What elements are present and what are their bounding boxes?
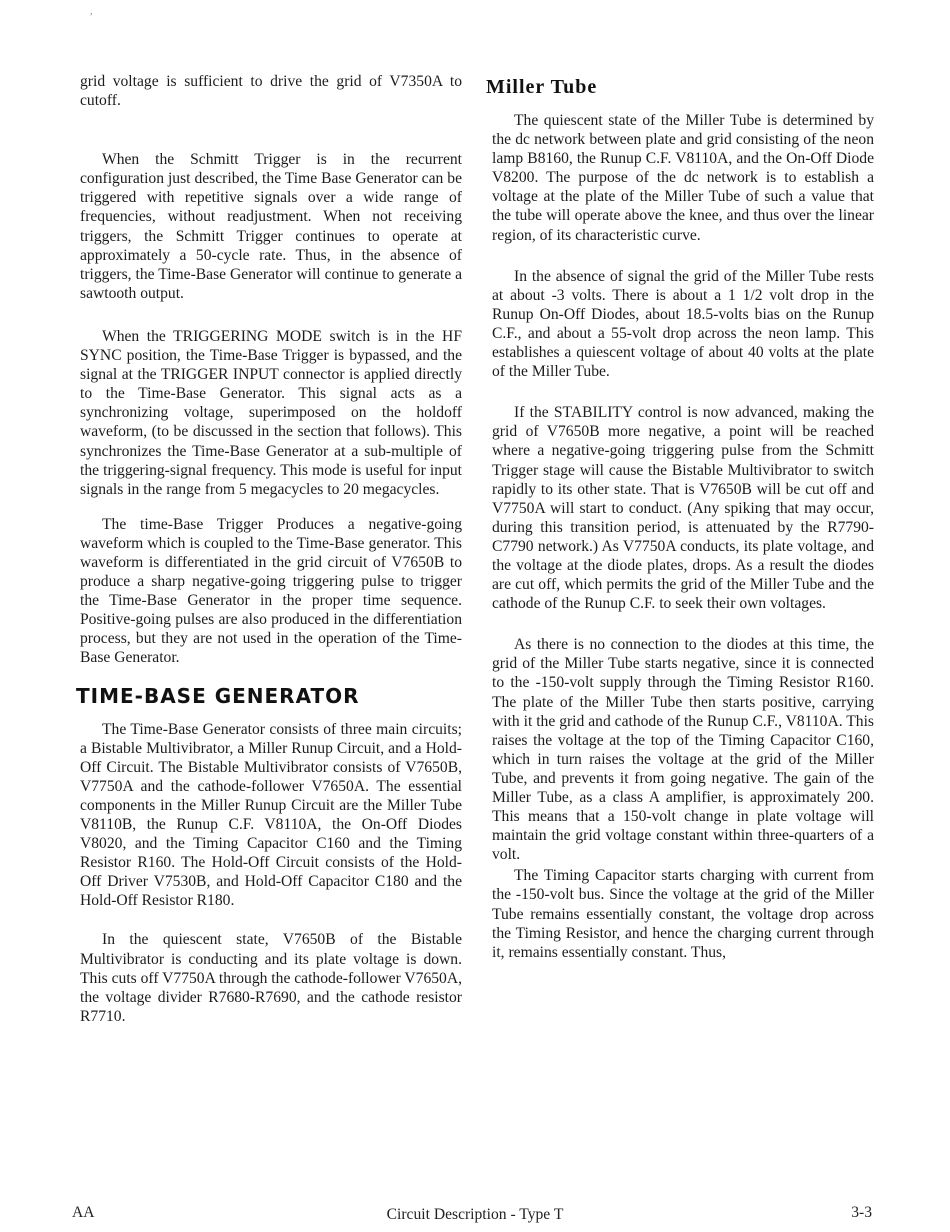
paragraph: The time-Base Trigger Produces a negative-going waveform which is coupled to the Time-Base generator. This waveform is differentiated in the grid circuit of V7650B to produce a sharp negative-going triggering pulse to trigger the Time-Base Generator in the proper time sequence. Positive-going pulses are also produced in the differentiation process, but they are not used in the operation of the Time-Base Generator. xyxy=(80,515,462,667)
right-column xyxy=(486,76,874,978)
paragraph: In the quiescent state, V7650B of the Bistable Multivibrator is conducting and its plate voltage is down. This cuts off V7750A through the cathode-follower V7650A, the voltage divider R7680-R7690, and the cathode resistor R7710. xyxy=(80,931,462,1025)
paragraph: The Timing Capacitor starts charging with current from the -150-volt bus. Since the voltage at the grid of the Miller Tube remains essentially constant, the voltage drop across the Timing Resistor, and hence the charging current through it, remains essentially constant. Thus, xyxy=(492,867,874,961)
paragraph: If the STABILITY control is now advanced, making the grid of V7650B more negative, a point will be reached where a negative-going triggering pulse from the Schmitt Trigger stage will cause the Bistable Multivibrator to switch rapidly to its other state. That is V7650B will be cut off and V7750A will start to conduct. (Any spiking that may occur, during this transition period, is attenuated by the R7790-C7790 network.) As V7750A conducts, its plate voltage, and the voltage at the diode plates, drops. As a result the diodes are cut off, which permits the grid of the Miller Tube and the cathode of the Runup C.F. to seek their own voltages. xyxy=(492,404,874,613)
footer-code: AA xyxy=(72,1204,95,1221)
paragraph: In the absence of signal the grid of the Miller Tube rests at about -3 volts. There is about a 1 1/2 volt drop in the Runup On-Off Diodes, about 18.5-volts bias on the Runup C.F., and about a 55-volt drop across the neon lamp. This establishes a quiescent voltage of about 40 volts at the plate of the Miller Tube. xyxy=(492,267,874,381)
page-number: 3-3 xyxy=(851,1204,872,1221)
footer-title: Circuit Description - Type T xyxy=(386,1206,564,1223)
paragraph: grid voltage is sufficient to drive the grid of V7350A to cutoff. xyxy=(80,73,462,110)
left-column xyxy=(76,72,462,1042)
section-heading: TIME-BASE GENERATOR xyxy=(76,683,360,708)
paragraph: When the Schmitt Trigger is in the recurrent configuration just described, the Time Base Generator can be triggered with repetitive signals over a wide range of frequencies, without readjustment. When not receiving triggers, the Schmitt Trigger continues to operate at approximately a 50-cycle rate. Thus, in the absence of triggers, the Time-Base Generator will continue to generate a sawtooth output. xyxy=(80,151,462,302)
scan-mark: , xyxy=(90,6,93,17)
paragraph: The Time-Base Generator consists of three main circuits; a Bistable Multivibrator, a Miller Runup Circuit, and a Hold-Off Circuit. The Bistable Multivibrator consists of V7650B, V7750A and the cathode-follower V7650A. The essential components in the Miller Runup Circuit are the Miller Tube V8110B, the Runup C.F. V8110A, the On-Off Diodes V8020, and the Timing Capacitor C160 and the Timing Resistor R160. The Hold-Off Circuit consists of the Hold-Off Driver V7530B, and Hold-Off Capacitor C180 and the Hold-Off Resistor R180. xyxy=(80,720,462,910)
subsection-heading: Miller Tube xyxy=(486,76,598,98)
paragraph: As there is no connection to the diodes at this time, the grid of the Miller Tube starts negative, since it is connected to the -150-volt supply through the Timing Resistor R160. The plate of the Miller Tube then starts positive, carrying with it the grid and cathode of the Runup C.F., V8110A. This raises the voltage at the top of the Timing Capacitor C160, which in turn raises the voltage at the grid of the Miller Tube, and prevents it from going negative. The gain of the Miller Tube, as a class A amplifier, is approximately 200. This means that a 150-volt change in plate voltage will maintain the grid voltage constant within three-quarters of a volt. xyxy=(492,636,874,864)
paragraph: When the TRIGGERING MODE switch is in the HF SYNC position, the Time-Base Trigger is bypassed, and the signal at the TRIGGER INPUT connector is applied directly to the Time-Base Generator. This signal acts as a synchronizing voltage, superimposed on the holdoff waveform, (to be discussed in the section that follows). This synchronizes the Time-Base Generator at a sub-multiple of the triggering-signal frequency. This mode is useful for input signals in the range from 5 megacycles to 20 megacycles. xyxy=(80,327,462,498)
paragraph: The quiescent state of the Miller Tube is determined by the dc network between plate and grid consisting of the neon lamp B8160, the Runup C.F. V8110A, and the On-Off Diode V8200. The purpose of the dc network is to establish a voltage at the plate of the Miller Tube of such a value that the tube will operate above the knee, and thus over the linear region, of its characteristic curve. xyxy=(492,112,874,244)
